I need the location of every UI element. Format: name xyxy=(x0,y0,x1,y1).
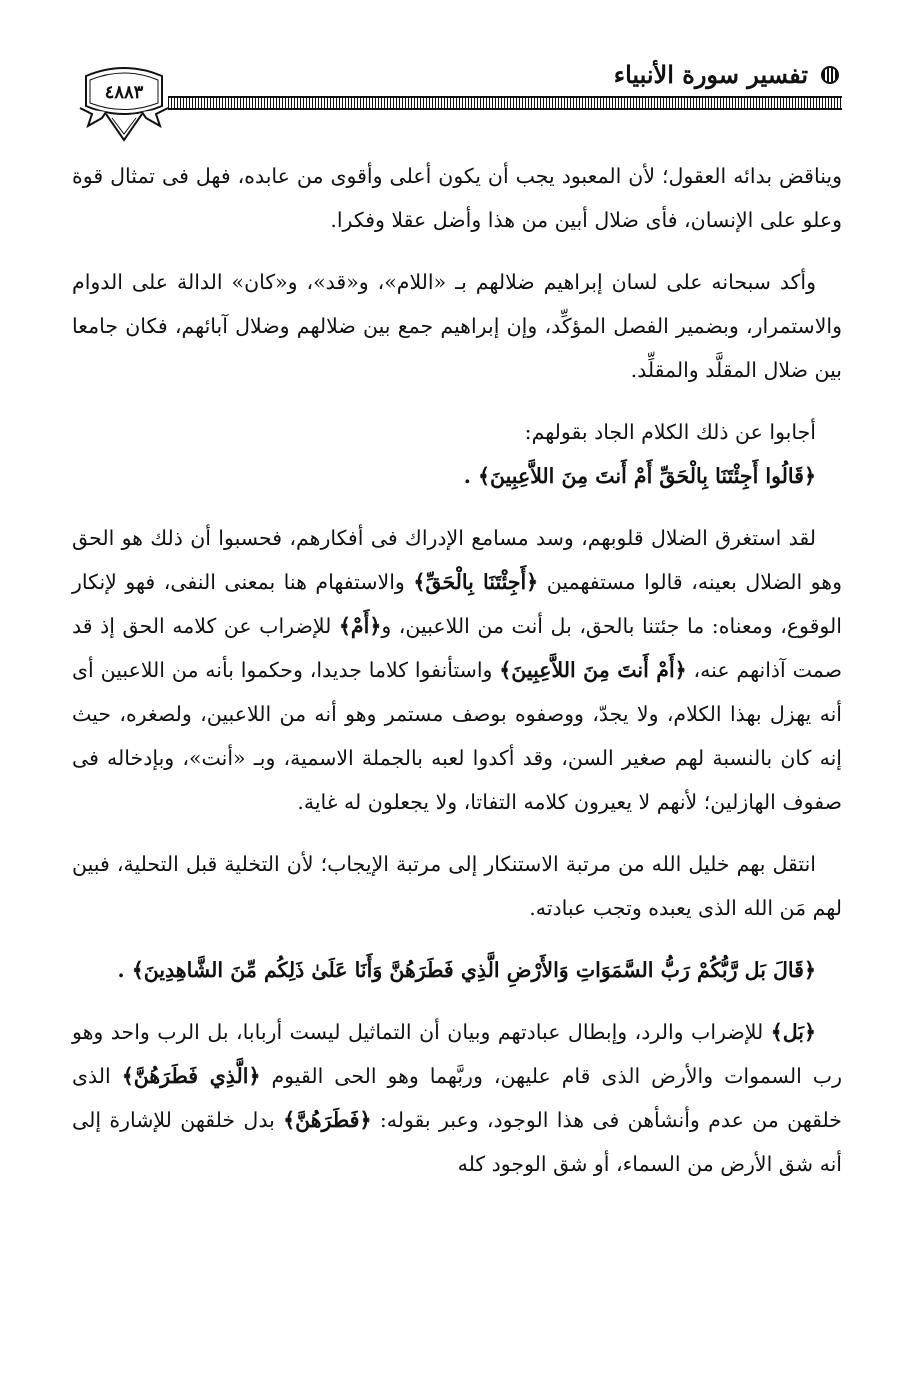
body-text xyxy=(72,154,842,1186)
quran-verse-1: ﴿قَالُوا أَجِئْتَنَا بِالْحَقِّ أَمْ أَنتَ مِنَ اللاَّعِبِينَ﴾ . xyxy=(463,464,816,488)
p6-quote-2: ﴿الَّذِي فَطَرَهُنَّ﴾ xyxy=(121,1064,261,1088)
p6-text-c: بدل خلقهن للإشارة إلى أنه شق الأرض من السماء، أو شق الوجود كله xyxy=(72,1108,842,1176)
paragraph-1: ويناقض بدائه العقول؛ لأن المعبود يجب أن يكون أعلى وأقوى من عابده، فهل فى تمثال قوة وعلو على الإنسان، فأى ضلال أبين من هذا وأضل عقلا وفكرا. xyxy=(72,164,842,232)
page-header xyxy=(72,50,842,154)
book-page xyxy=(72,50,842,1340)
paragraph-3: أجابوا عن ذلك الكلام الجاد بقولهم: xyxy=(524,420,816,444)
page-number: ٤٨٨٣ xyxy=(104,82,144,103)
p6-quote-1: ﴿بَل﴾ xyxy=(770,1020,816,1044)
p6-text-b: الذى خلقهن من عدم وأنشأهن فى هذا الوجود، وعبر بقوله: xyxy=(72,1064,842,1132)
paragraph-4 xyxy=(72,516,842,824)
running-title xyxy=(614,60,842,89)
p6-text-a: للإضراب والرد، وإبطال عبادتهم وبيان أن التماثيل ليست أربابا، بل الرب واحد وهو رب السموات والأرض الذى قام عليهن، وربَّهما وهو الحى القيوم xyxy=(72,1020,842,1088)
p4-quote-2: ﴿أَمْ﴾ xyxy=(338,614,382,638)
rosette-ornament-icon xyxy=(818,64,842,86)
p4-quote-3: ﴿أَمْ أَنتَ مِنَ اللاَّعِبِينَ﴾ xyxy=(499,658,687,682)
p4-text-c: للإضراب عن كلامه الحق إذ قد صمت آذانهم عنه، xyxy=(72,614,843,682)
p4-text-a: لقد استغرق الضلال قلوبهم، وسد مسامع الإدراك فى أفكارهم، فحسبوا أن ذلك هو الحق وهو الضلال بعينه، قالوا مستفهمين xyxy=(72,526,842,594)
paragraph-2: وأكد سبحانه على لسان إبراهيم ضلالهم بـ «اللام»، و«قد»، و«كان» الدالة على الدوام والاستمرار، وبضمير الفصل المؤكِّد، وإن إبراهيم جمع بين ضلالهم وضلال آبائهم، فكان جامعا بين ضلال المقلَّد والمقلِّد. xyxy=(72,270,842,382)
surah-title: تفسير سورة الأنبياء xyxy=(613,60,808,89)
paragraph-5: انتقل بهم خليل الله من مرتبة الاستنكار إلى مرتبة الإيجاب؛ لأن التخلية قبل التحلية، فبين لهم مَن الله الذى يعبده وتجب عبادته. xyxy=(72,852,842,920)
p4-quote-1: ﴿أَجِئْتَنَا بِالْحَقِّ﴾ xyxy=(413,570,539,594)
header-rule xyxy=(168,96,842,110)
paragraph-6 xyxy=(72,1010,842,1186)
quran-verse-2: ﴿قَالَ بَل رَّبُّكُمْ رَبُّ السَّمَوَاتِ وَالأَرْضِ الَّذِي فَطَرَهُنَّ وَأَنَا عَلَىٰ ذَلِكُم مِّنَ الشَّاهِدِينَ﴾ . xyxy=(117,958,816,982)
page-number-badge xyxy=(76,56,172,142)
p4-text-b: والاستفهام هنا بمعنى النفى، فهو لإنكار الوقوع، ومعناه: ما جئتنا بالحق، بل أنت من اللاعبين، و xyxy=(72,570,842,638)
p6-quote-3: ﴿فَطَرَهُنَّ﴾ xyxy=(283,1108,372,1132)
p4-text-d: واستأنفوا كلاما جديدا، وحكموا بأنه من اللاعبين أى أنه يهزل بهذا الكلام، ولا يجدّ، ووصفوه بوصف مستمر وهو أنه من اللاعبين، ولصغره، حيث إنه كان بالنسبة لهم صغير السن، وقد أكدوا لعبه بالجملة الاسمية، وبـ «أنت»، وبإدخاله فى صفوف الهازلين؛ لأنهم لا يعيرون كلامه التفاتا، ولا يجعلون له غاية. xyxy=(72,658,842,814)
